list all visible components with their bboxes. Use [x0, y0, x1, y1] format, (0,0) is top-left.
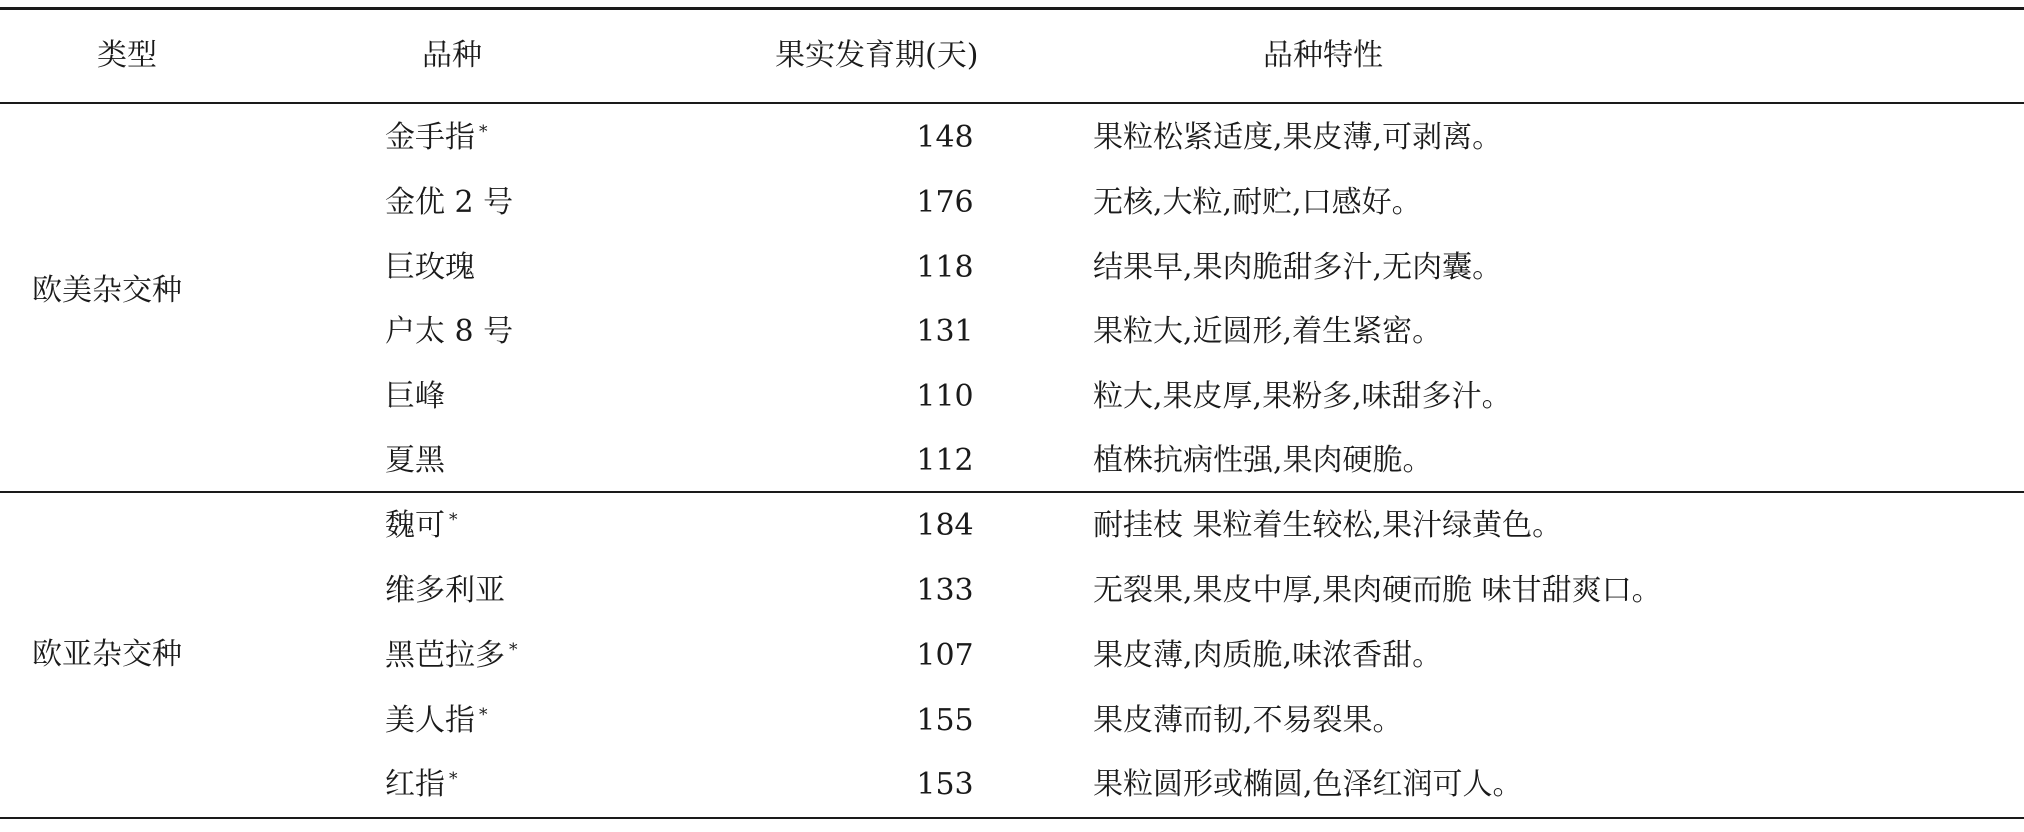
- variety-name: 魏可: [385, 508, 445, 543]
- bottom-rule: [0, 817, 2024, 819]
- header-type: 类型: [97, 38, 157, 73]
- traits-cell: 果粒圆形或椭圆,色泽红润可人。: [1093, 767, 1523, 802]
- days-cell: 155: [916, 703, 974, 738]
- days-cell: 110: [916, 379, 974, 414]
- variety-cell: [385, 508, 458, 544]
- footnote-mark: *: [449, 769, 458, 789]
- group-type-label: 欧美杂交种: [32, 273, 182, 308]
- footnote-mark: *: [449, 510, 458, 530]
- variety-name: 维多利亚: [385, 573, 505, 608]
- footnote-mark: *: [509, 640, 518, 660]
- variety-name: 黑芭拉多: [385, 638, 505, 673]
- group-type-label: 欧亚杂交种: [32, 637, 182, 672]
- footnote-mark: *: [479, 705, 488, 725]
- traits-cell: 植株抗病性强,果肉硬脆。: [1093, 443, 1433, 478]
- variety-name: 巨峰: [385, 379, 445, 414]
- header-traits: 品种特性: [1263, 38, 1383, 73]
- footnote-mark: *: [479, 122, 488, 142]
- traits-cell: 果皮薄,肉质脆,味浓香甜。: [1093, 638, 1443, 673]
- variety-cell: [385, 314, 513, 350]
- days-cell: 112: [916, 443, 974, 478]
- variety-name: 红指: [385, 767, 445, 802]
- variety-cell: [385, 767, 458, 803]
- traits-cell: 耐挂枝 果粒着生较松,果汁绿黄色。: [1093, 508, 1563, 543]
- variety-cell: [385, 573, 505, 609]
- variety-name: 金手指: [385, 120, 475, 155]
- variety-name: 金优 2 号: [385, 185, 514, 220]
- variety-name: 夏黑: [385, 443, 445, 478]
- days-cell: 118: [916, 250, 974, 285]
- days-cell: 176: [916, 185, 974, 220]
- days-cell: 133: [916, 573, 974, 608]
- days-cell: 153: [916, 767, 974, 802]
- traits-cell: 果粒松紧适度,果皮薄,可剥离。: [1093, 120, 1503, 155]
- traits-cell: 结果早,果肉脆甜多汁,无肉囊。: [1093, 250, 1503, 285]
- header-days: 果实发育期(天): [775, 38, 979, 73]
- days-cell: 131: [916, 314, 974, 349]
- variety-cell: [385, 443, 445, 479]
- traits-cell: 无核,大粒,耐贮,口感好。: [1093, 185, 1422, 220]
- traits-cell: 果皮薄而韧,不易裂果。: [1093, 703, 1403, 738]
- group-separator-rule: [0, 491, 2024, 493]
- variety-cell: [385, 638, 518, 674]
- days-cell: 184: [916, 508, 974, 543]
- header-variety: 品种: [422, 38, 482, 73]
- days-cell: 107: [916, 638, 974, 673]
- header-rule: [0, 102, 2024, 104]
- traits-cell: 果粒大,近圆形,着生紧密。: [1093, 314, 1443, 349]
- variety-name: 巨玫瑰: [385, 250, 475, 285]
- variety-name: 美人指: [385, 703, 475, 738]
- variety-cell: [385, 120, 488, 156]
- variety-name: 户太 8 号: [385, 314, 514, 349]
- variety-cell: [385, 185, 513, 221]
- traits-cell: 粒大,果皮厚,果粉多,味甜多汁。: [1093, 379, 1512, 414]
- variety-cell: [385, 379, 445, 415]
- variety-cell: [385, 703, 488, 739]
- traits-cell: 无裂果,果皮中厚,果肉硬而脆 味甘甜爽口。: [1093, 573, 1662, 608]
- days-cell: 148: [916, 120, 974, 155]
- top-rule: [0, 7, 2024, 10]
- variety-cell: [385, 250, 475, 286]
